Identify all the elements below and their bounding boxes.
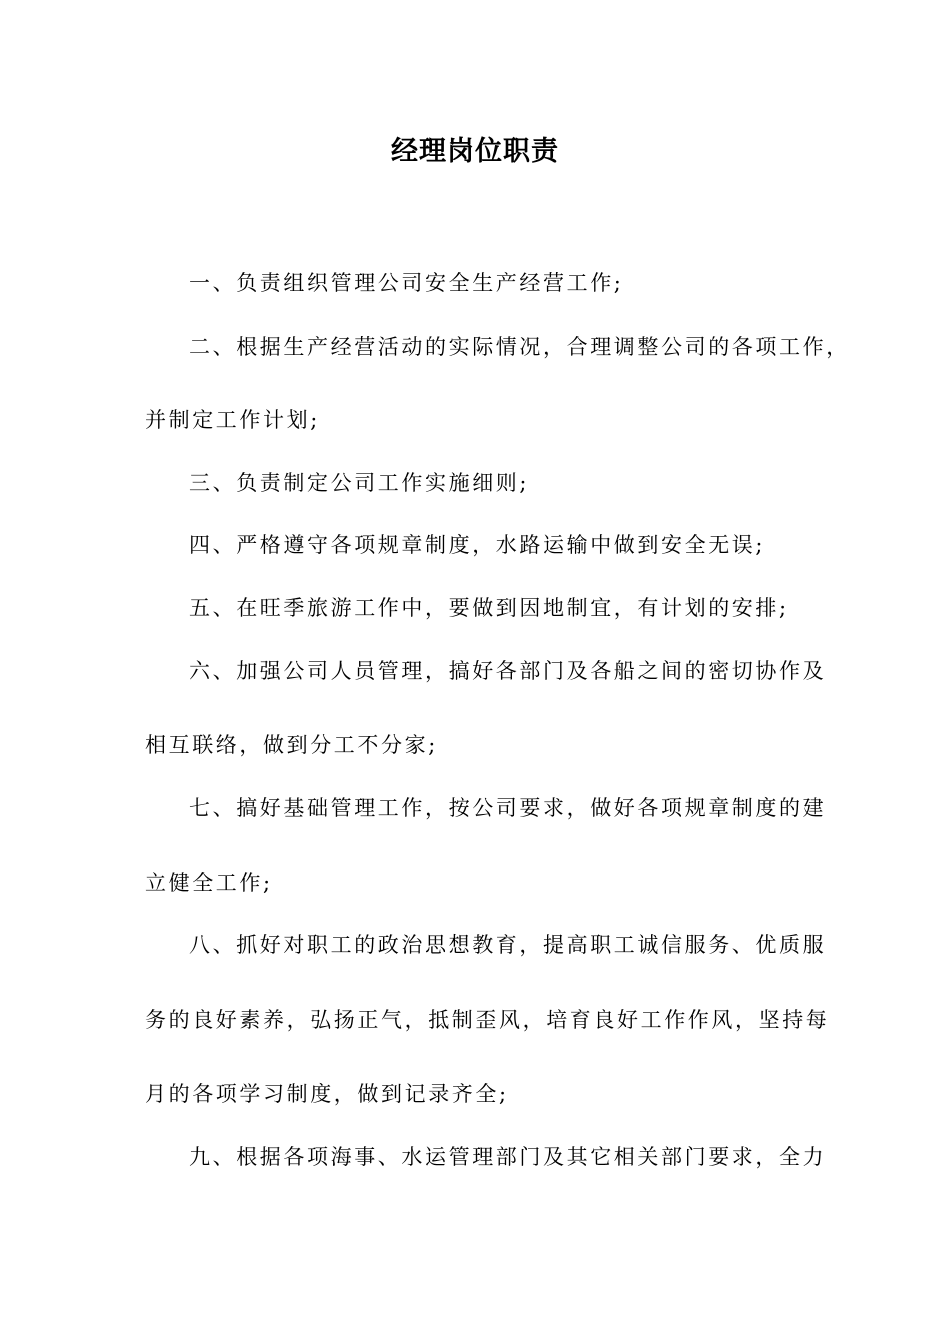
document-title: 经理岗位职责 bbox=[391, 136, 559, 167]
duty-line-7-cont: 立健全工作; bbox=[145, 871, 273, 895]
duty-line-3: 三、负责制定公司工作实施细则; bbox=[189, 471, 530, 495]
duty-line-2-cont: 并制定工作计划; bbox=[145, 408, 320, 432]
duty-line-4: 四、严格遵守各项规章制度，水路运输中做到安全无误; bbox=[189, 533, 766, 557]
duty-line-9: 九、根据各项海事、水运管理部门及其它相关部门要求，全力 bbox=[189, 1145, 827, 1169]
duty-line-5: 五、在旺季旅游工作中，要做到因地制宜，有计划的安排; bbox=[189, 596, 789, 620]
duty-line-6: 六、加强公司人员管理，搞好各部门及各船之间的密切协作及 bbox=[189, 659, 827, 683]
duty-line-6-cont: 相互联络，做到分工不分家; bbox=[145, 733, 438, 757]
duty-line-1: 一、负责组织管理公司安全生产经营工作; bbox=[189, 271, 624, 295]
duty-line-8-cont-2: 月的各项学习制度，做到记录齐全; bbox=[145, 1082, 509, 1106]
duty-line-8-cont-1: 务的良好素养，弘扬正气，抵制歪风，培育良好工作作风，坚持每 bbox=[145, 1008, 830, 1032]
duty-line-8: 八、抓好对职工的政治思想教育，提高职工诚信服务、优质服 bbox=[189, 933, 827, 957]
duty-line-7: 七、搞好基础管理工作，按公司要求，做好各项规章制度的建 bbox=[189, 796, 827, 820]
duty-line-2: 二、根据生产经营活动的实际情况，合理调整公司的各项工作， bbox=[189, 335, 850, 359]
